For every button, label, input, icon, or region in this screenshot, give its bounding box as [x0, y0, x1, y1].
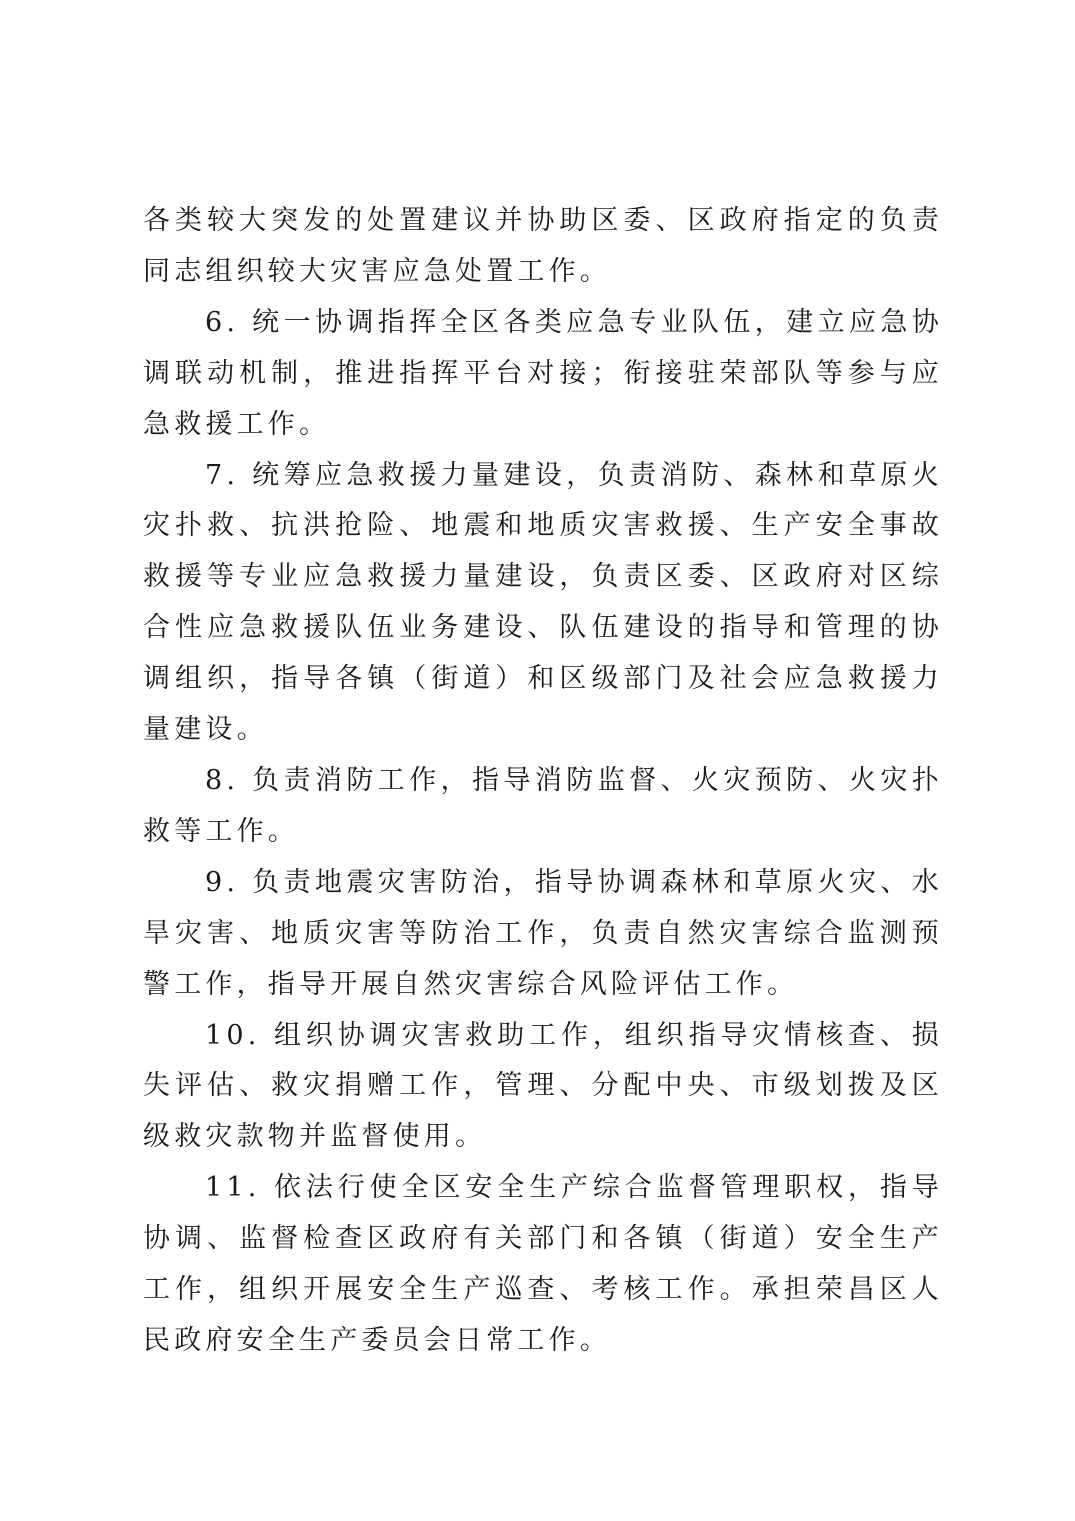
paragraph-item-11: 11. 依法行使全区安全生产综合监督管理职权，指导协调、监督检查区政府有关部门和各镇（街道）安全生产工作，组织开展安全生产巡查、考核工作。承担荣昌区人民政府安全生产委员会日常工作。	[143, 1172, 943, 1356]
paragraph-item-10: 10. 组织协调灾害救助工作，组织指导灾情核查、损失评估、救灾捐赠工作，管理、分配中央、市级划拨及区级救灾款物并监督使用。	[143, 1019, 943, 1153]
paragraph-continuation: 各类较大突发的处置建议并协助区委、区政府指定的负责同志组织较大灾害应急处置工作。	[143, 205, 943, 287]
paragraph-item-8: 8. 负责消防工作，指导消防监督、火灾预防、火灾扑救等工作。	[143, 764, 943, 847]
paragraph-item-6: 6. 统一协调指挥全区各类应急专业队伍，建立应急协调联动机制，推进指挥平台对接；衔接驻荣部队等参与应急救援工作。	[143, 306, 943, 440]
document-body	[143, 196, 943, 1367]
paragraph-item-9: 9. 负责地震灾害防治，指导协调森林和草原火灾、水旱灾害、地质灾害等防治工作，负责自然灾害综合监测预警工作，指导开展自然灾害综合风险评估工作。	[143, 866, 943, 1000]
paragraph-item-7: 7. 统筹应急救援力量建设，负责消防、森林和草原火灾扑救、抗洪抢险、地震和地质灾害救援、生产安全事故救援等专业应急救援力量建设，负责区委、区政府对区综合性应急救援队伍业务建设、队伍建设的指导和管理的协调组织，指导各镇（街道）和区级部门及社会应急救援力量建设。	[143, 459, 943, 746]
